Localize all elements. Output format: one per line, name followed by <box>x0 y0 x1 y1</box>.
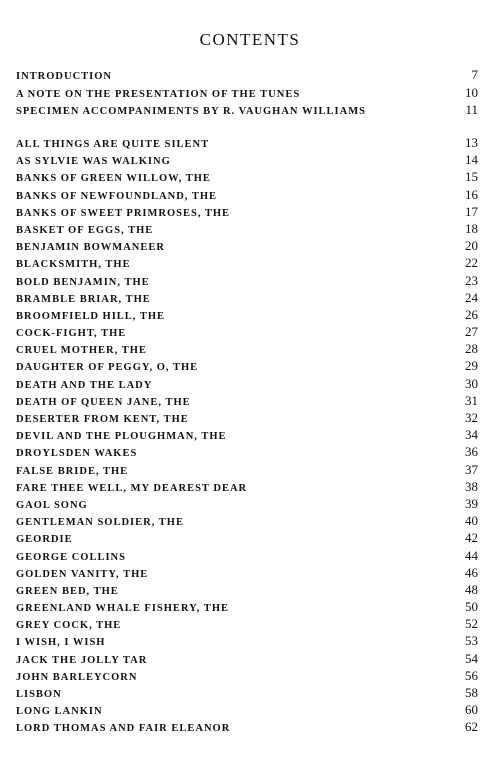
toc-entry <box>16 272 478 289</box>
toc-entry-title: GENTLEMAN SOLDIER, THE <box>16 517 184 529</box>
toc-entry-page-number: 34 <box>465 427 478 443</box>
toc-entry-title: LONG LANKIN <box>16 706 103 718</box>
toc-entry <box>16 478 478 495</box>
toc-entry-title: BENJAMIN BOWMANEER <box>16 242 165 254</box>
toc-entry <box>16 237 478 254</box>
toc-entry-page-number: 62 <box>465 719 478 735</box>
toc-entry <box>16 186 478 203</box>
toc-entry-page-number: 53 <box>465 633 478 649</box>
toc-entry-page-number: 60 <box>465 702 478 718</box>
toc-entry-page-number: 48 <box>465 581 478 597</box>
toc-entry <box>16 340 478 357</box>
toc-entry-title: GREENLAND WHALE FISHERY, THE <box>16 603 229 615</box>
toc-entry <box>16 203 478 220</box>
toc-entry <box>16 684 478 701</box>
toc-entry-page-number: 13 <box>465 135 478 150</box>
toc-entry-title: BLACKSMITH, THE <box>16 259 131 271</box>
toc-entry-title: GREY COCK, THE <box>16 620 122 632</box>
toc-entry <box>16 357 478 374</box>
toc-entry <box>16 426 478 443</box>
toc-entry-title: BANKS OF NEWFOUNDLAND, THE <box>16 190 218 202</box>
toc-entry-title: DEVIL AND THE PLOUGHMAN, THE <box>16 431 227 443</box>
toc-entry-title: SPECIMEN ACCOMPANIMENTS BY R. VAUGHAN WILLIAMS <box>16 106 366 117</box>
toc-entry-page-number: 56 <box>465 667 478 683</box>
toc-entry <box>16 168 478 185</box>
toc-entry-page-number: 28 <box>465 341 478 357</box>
toc-entry-page-number: 11 <box>465 102 478 117</box>
toc-entry-title: BRAMBLE BRIAR, THE <box>16 293 151 305</box>
toc-entry <box>16 598 478 615</box>
toc-entry <box>16 701 478 718</box>
toc-entry-page-number: 24 <box>465 289 478 305</box>
toc-entry-page-number: 14 <box>465 152 478 168</box>
toc-entry <box>16 564 478 581</box>
toc-entry-title: DEATH OF QUEEN JANE, THE <box>16 396 191 408</box>
toc-entry-title: LISBON <box>16 689 62 700</box>
toc-entry <box>16 84 478 102</box>
toc-entry <box>16 289 478 306</box>
toc-entry <box>16 650 478 667</box>
toc-entry <box>16 615 478 632</box>
front-matter-list <box>16 66 478 119</box>
toc-entry-page-number: 15 <box>465 169 478 185</box>
toc-entry <box>16 667 478 684</box>
toc-entry-page-number: 58 <box>465 685 478 700</box>
toc-entry-page-number: 26 <box>465 306 478 322</box>
toc-entry <box>16 547 478 564</box>
toc-entry-page-number: 40 <box>465 513 478 529</box>
toc-entry-title: BOLD BENJAMIN, THE <box>16 276 150 288</box>
toc-entry-title: FALSE BRIDE, THE <box>16 465 129 477</box>
toc-entry <box>16 220 478 237</box>
toc-entry-page-number: 27 <box>465 324 478 340</box>
toc-entry-page-number: 50 <box>465 599 478 615</box>
toc-entry-page-number: 22 <box>465 255 478 271</box>
toc-entry-title: DESERTER FROM KENT, THE <box>16 414 189 425</box>
toc-entry-title: GEORGE COLLINS <box>16 551 126 563</box>
toc-entry <box>16 134 478 151</box>
toc-entry-title: DAUGHTER OF PEGGY, O, THE <box>16 362 199 374</box>
page-title: CONTENTS <box>199 30 301 49</box>
toc-entry-page-number: 18 <box>465 220 478 236</box>
toc-entry-page-number: 36 <box>465 444 478 460</box>
toc-entry-title: BANKS OF SWEET PRIMROSES, THE <box>16 207 231 219</box>
toc-entry-page-number: 52 <box>465 616 478 632</box>
toc-entry-page-number: 30 <box>465 375 478 391</box>
toc-entry-title: FARE THEE WELL, MY DEAREST DEAR <box>16 482 248 494</box>
toc-entry-title: GOLDEN VANITY, THE <box>16 568 149 580</box>
toc-entry-title: JACK THE JOLLY TAR <box>16 654 148 666</box>
toc-entry <box>16 443 478 460</box>
toc-entry <box>16 529 478 546</box>
toc-entry <box>16 409 478 426</box>
toc-entry <box>16 512 478 529</box>
toc-entry <box>16 461 478 478</box>
toc-entry-title: CRUEL MOTHER, THE <box>16 345 147 357</box>
toc-entry-page-number: 23 <box>465 272 478 288</box>
toc-entry-page-number: 16 <box>465 186 478 202</box>
toc-entry-title: ALL THINGS ARE QUITE SILENT <box>16 139 210 150</box>
toc-entry <box>16 151 478 168</box>
toc-entry <box>16 632 478 649</box>
toc-entry <box>16 718 478 735</box>
toc-entry-title: GREEN BED, THE <box>16 585 119 597</box>
toc-entry <box>16 392 478 409</box>
toc-entry-page-number: 54 <box>465 650 478 666</box>
toc-entry <box>16 306 478 323</box>
toc-entry-page-number: 44 <box>465 547 478 563</box>
toc-entry-title: GAOL SONG <box>16 499 88 511</box>
toc-entry <box>16 101 478 119</box>
toc-entry-title: BANKS OF GREEN WILLOW, THE <box>16 173 211 185</box>
toc-entry-page-number: 46 <box>465 564 478 580</box>
toc-entry <box>16 66 478 84</box>
toc-entry-title: LORD THOMAS AND FAIR ELEANOR <box>16 723 231 735</box>
toc-entry-page-number: 20 <box>465 238 478 254</box>
toc-entry-page-number: 29 <box>465 358 478 374</box>
toc-entry <box>16 375 478 392</box>
toc-entry <box>16 495 478 512</box>
toc-entry-title: A NOTE ON THE PRESENTATION OF THE TUNES <box>16 88 301 100</box>
toc-entry <box>16 581 478 598</box>
toc-entry <box>16 254 478 271</box>
toc-entry-title: INTRODUCTION <box>16 71 113 82</box>
toc-entry-title: COCK-FIGHT, THE <box>16 328 127 340</box>
toc-entry-title: BROOMFIELD HILL, THE <box>16 310 166 322</box>
toc-entry-title: AS SYLVIE WAS WALKING <box>16 156 171 168</box>
toc-entry-page-number: 10 <box>465 84 478 100</box>
toc-entry-title: JOHN BARLEYCORN <box>16 671 138 683</box>
toc-entry-page-number: 37 <box>465 461 478 477</box>
toc-entry-page-number: 17 <box>465 203 478 219</box>
toc-entry-title: I WISH, I WISH <box>16 637 106 649</box>
song-list <box>16 134 478 736</box>
toc-entry-page-number: 39 <box>465 495 478 511</box>
toc-entry-title: DROYLSDEN WAKES <box>16 448 138 460</box>
toc-entry-page-number: 31 <box>465 392 478 408</box>
toc-entry-page-number: 32 <box>465 410 478 425</box>
toc-entry-title: BASKET OF EGGS, THE <box>16 224 154 236</box>
toc-entry-title: GEORDIE <box>16 534 73 546</box>
toc-entry-page-number: 38 <box>465 478 478 494</box>
toc-entry-title: DEATH AND THE LADY <box>16 379 153 391</box>
toc-entry <box>16 323 478 340</box>
toc-entry-page-number: 7 <box>471 67 478 82</box>
toc-entry-page-number: 42 <box>465 530 478 546</box>
